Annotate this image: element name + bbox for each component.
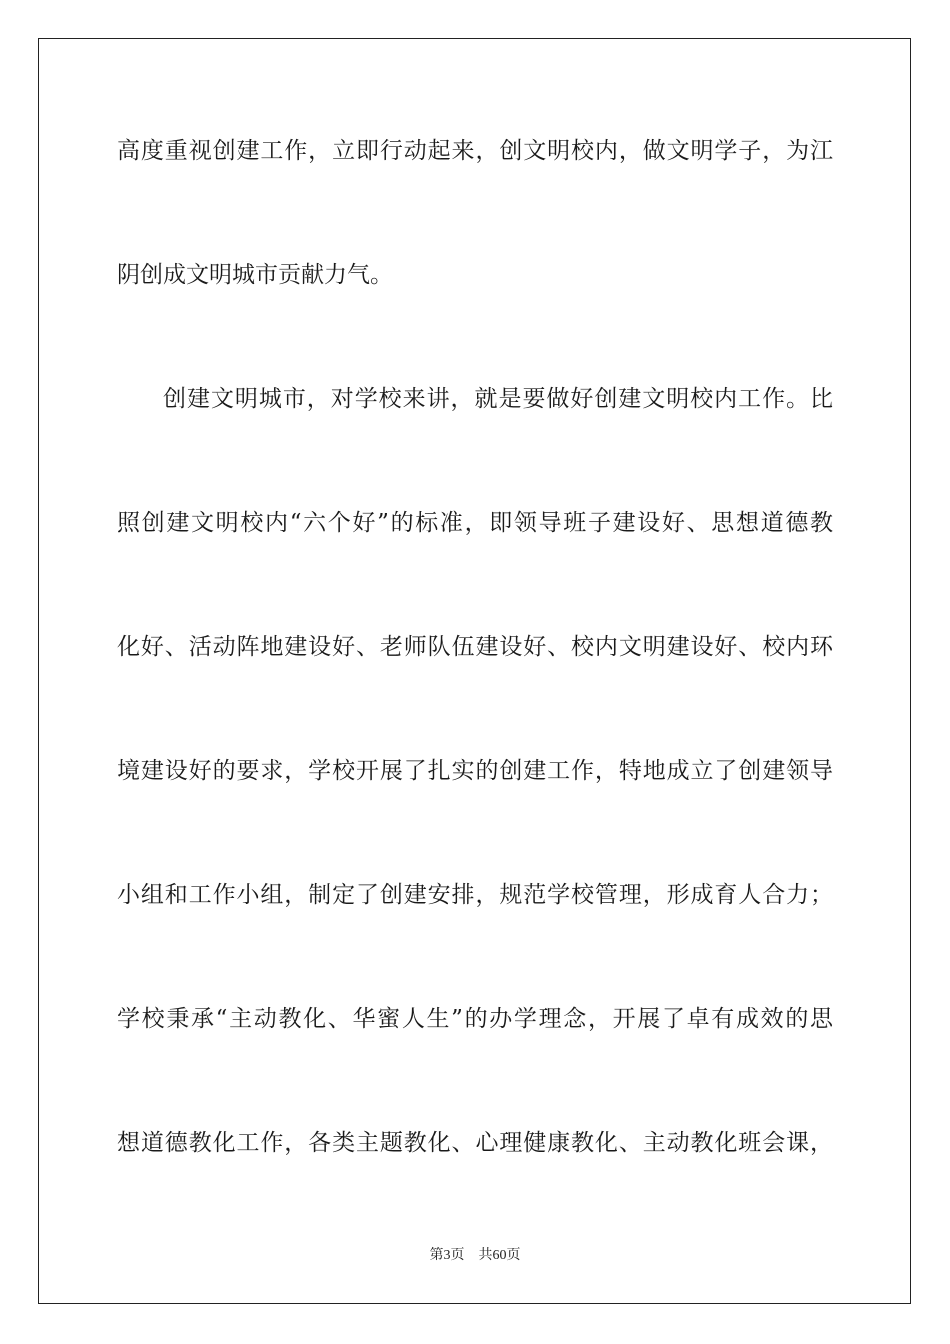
page-footer [0,1244,950,1264]
page-total: 共60页 [478,1248,521,1263]
paragraph-start-line: 创建文明城市，对学校来讲，就是要做好创建文明校内工作。比 [163,386,833,412]
text-line-9: 想道德教化工作，各类主题教化、心理健康教化、主动教化班会课， [117,1130,833,1156]
text-line-4: 照创建文明校内“六个好”的标准，即领导班子建设好、思想道德教 [117,510,833,536]
page-number: 第3页 [429,1248,465,1263]
text-line-8: 学校秉承“主动教化、华蜜人生”的办学理念，开展了卓有成效的思 [117,1006,833,1032]
text-line-5: 化好、活动阵地建设好、老师队伍建设好、校内文明建设好、校内环 [117,634,833,660]
text-line-2: 阴创成文明城市贡献力气。 [117,262,393,288]
text-line-7: 小组和工作小组，制定了创建安排，规范学校管理，形成育人合力； [117,882,833,908]
page-border [38,38,911,1304]
text-line-6: 境建设好的要求，学校开展了扎实的创建工作，特地成立了创建领导 [117,758,833,784]
text-line-1: 高度重视创建工作，立即行动起来，创文明校内，做文明学子，为江 [117,138,833,164]
